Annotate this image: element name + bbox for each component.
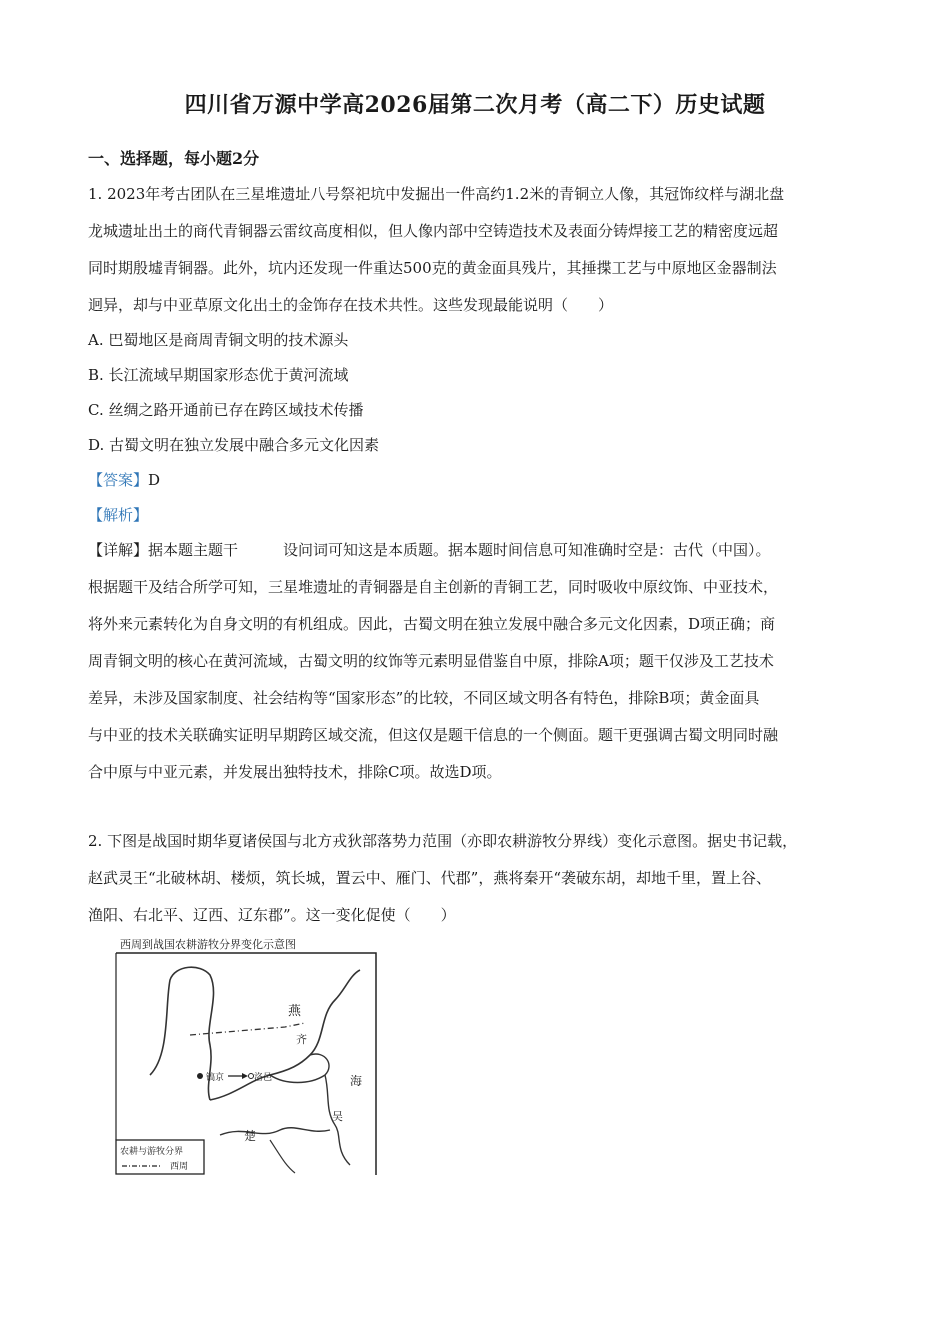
boundary-change-map [110, 935, 380, 1180]
q1-stem-line: 1. 2023年考古团队在三星堆遗址八号祭祀坑中发掘出一件高约1.2米的青铜立人像，其冠饰纹样与湖北盘 [88, 185, 785, 203]
map-legend-box [116, 1140, 204, 1174]
q2-stem-line: 赵武灵王“北破林胡、楼烦，筑长城，置云中、雁门、代郡”，燕将秦开“袭破东胡，却地千里，置上谷、 [88, 869, 772, 887]
section-heading: 一、选择题，每小题2分 [88, 149, 260, 168]
detail-text: 据本题主题干 设问词可知这是本质题。据本题时间信息可知准确时空是：古代（中国）。 [148, 541, 771, 559]
page-title: 四川省万源中学高2026届第二次月考（高二下）历史试题 [184, 92, 766, 118]
q1-detail-line: 与中亚的技术关联确实证明早期跨区域交流，但这仅是题干信息的一个侧面。题干更强调古蜀文明同时融 [88, 726, 779, 744]
q1-detail-line: 根据题干及结合所学可知，三星堆遗址的青铜器是自主创新的青铜工艺，同时吸收中原纹饰、中亚技术， [88, 578, 779, 596]
answer-tag: 【答案】 [88, 471, 149, 489]
label-qi: 齐 [296, 1033, 307, 1046]
q2-stem-line: 渔阳、右北平、辽西、辽东郡”。这一变化促使（ ） [88, 906, 456, 924]
q1-option-a: A. 巴蜀地区是商周青铜文明的技术源头 [88, 331, 349, 349]
label-haojing: 镐京 [206, 1073, 225, 1083]
q1-stem-line: 同时期殷墟青铜器。此外，坑内还发现一件重达500克的黄金面具残片，其捶揲工艺与中原地区金器制法 [88, 259, 777, 277]
answer-value: D [148, 471, 161, 489]
q1-detail-line: 周青铜文明的核心在黄河流域，古蜀文明的纹饰等元素明显借鉴自中原，排除A项；题干仅涉及工艺技术 [88, 652, 774, 670]
legend-line-1: 农耕与游牧分界 [120, 1147, 184, 1157]
q1-option-d: D. 古蜀文明在独立发展中融合多元文化因素 [88, 436, 380, 454]
q1-detail-line [88, 540, 868, 560]
q1-answer [88, 470, 868, 490]
q1-detail-line: 差异，未涉及国家制度、社会结构等“国家形态”的比较，不同区域文明各有特色，排除B项；黄金面具 [88, 689, 760, 707]
q1-option-c: C. 丝绸之路开通前已存在跨区域技术传播 [88, 401, 364, 419]
label-hai: 海 [350, 1074, 363, 1088]
label-yan: 燕 [288, 1004, 302, 1019]
label-wu: 吴 [332, 1110, 343, 1123]
q2-stem-line: 2. 下图是战国时期华夏诸侯国与北方戎狄部落势力范围（亦即农耕游牧分界线）变化示意图。据史书记载， [88, 832, 798, 850]
label-luoyi: 洛邑 [254, 1073, 273, 1083]
q1-stem-line: 龙城遗址出土的商代青铜器云雷纹高度相似，但人像内部中空铸造技术及表面分铸焊接工艺的精密度远超 [88, 222, 779, 240]
legend-line-2: 西周 [170, 1162, 189, 1172]
q1-stem-line: 迥异，却与中亚草原文化出土的金饰存在技术共性。这些发现最能说明（ ） [88, 296, 614, 314]
label-chu: 楚 [244, 1129, 257, 1143]
q1-detail-line: 将外来元素转化为自身文明的有机组成。因此，古蜀文明在独立发展中融合多元文化因素，D项正确；商 [88, 615, 776, 633]
detail-tag: 【详解】 [88, 541, 149, 559]
analysis-tag: 【解析】 [88, 506, 149, 524]
map-title: 西周到战国农耕游牧分界变化示意图 [120, 938, 296, 951]
q1-option-b: B. 长江流域早期国家形态优于黄河流域 [88, 366, 349, 384]
q1-detail-line: 合中原与中亚元素，并发展出独特技术，排除C项。故选D项。 [88, 763, 502, 781]
